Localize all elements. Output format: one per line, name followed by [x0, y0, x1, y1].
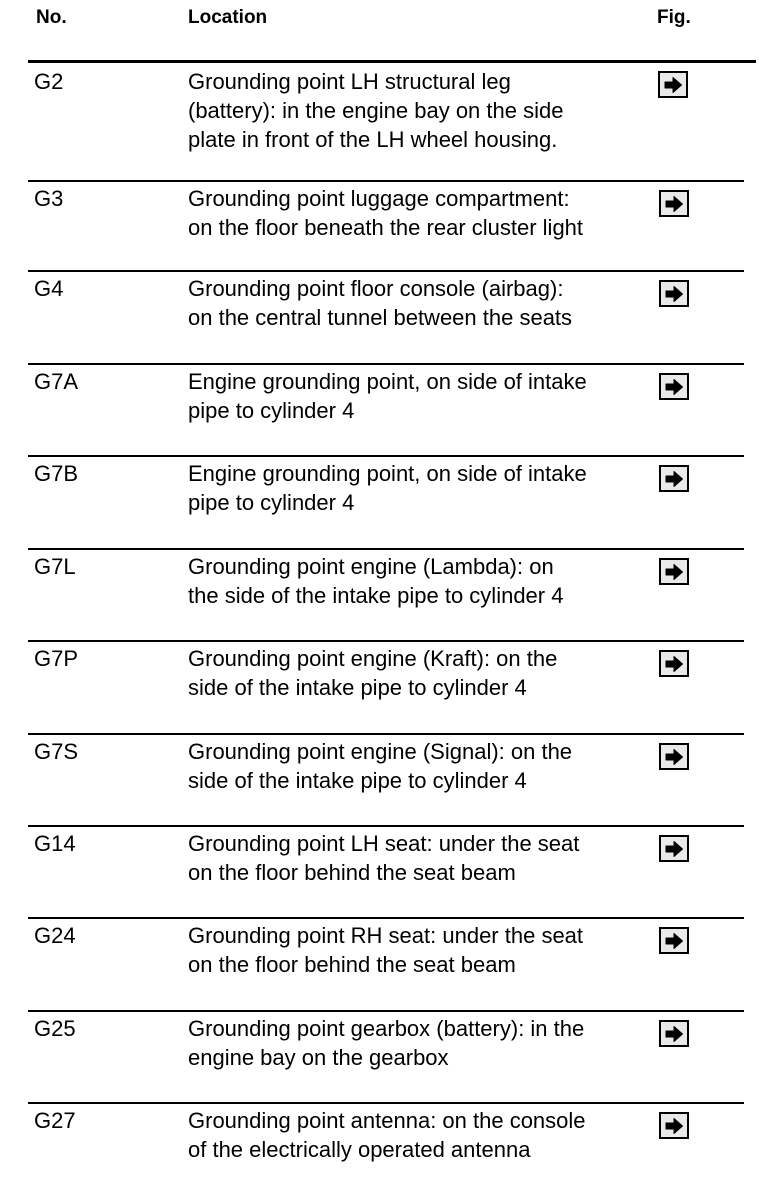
row-number: G7A: [34, 369, 79, 394]
table-row: [0, 270, 768, 360]
row-location: [188, 644, 660, 702]
location-line: Grounding point engine (Lambda): on: [188, 554, 554, 579]
location-line: side of the intake pipe to cylinder 4: [188, 768, 527, 793]
row-number: G2: [34, 69, 64, 94]
arrow-right-icon: [664, 195, 684, 213]
arrow-right-icon: [664, 840, 684, 858]
location-line: on the central tunnel between the seats: [188, 305, 573, 330]
location-line: Grounding point LH structural leg: [188, 69, 511, 94]
location-line: Grounding point floor console (airbag):: [188, 276, 564, 301]
location-line: plate in front of the LH wheel housing.: [188, 127, 558, 152]
row-location: [188, 829, 660, 887]
row-location: [188, 921, 660, 979]
arrow-right-icon: [663, 76, 683, 94]
location-line: of the electrically operated antenna: [188, 1137, 531, 1162]
figure-link-button[interactable]: [659, 373, 689, 400]
location-line: pipe to cylinder 4: [188, 398, 355, 423]
location-line: Grounding point engine (Kraft): on the: [188, 646, 558, 671]
row-number: G3: [34, 186, 64, 211]
row-divider: [28, 1010, 744, 1012]
row-location: [188, 552, 660, 610]
arrow-right-icon: [664, 932, 684, 950]
table-row: [0, 455, 768, 545]
figure-link-button[interactable]: [659, 558, 689, 585]
row-location: [188, 367, 660, 425]
row-divider: [28, 1102, 744, 1104]
figure-link-button[interactable]: [659, 1020, 689, 1047]
figure-link-button[interactable]: [659, 465, 689, 492]
location-line: (battery): in the engine bay on the side: [188, 98, 564, 123]
location-line: Grounding point antenna: on the console: [188, 1108, 586, 1133]
row-number: G7B: [34, 461, 79, 486]
figure-link-button[interactable]: [659, 1112, 689, 1139]
location-line: Grounding point engine (Signal): on the: [188, 739, 573, 764]
row-location: [188, 67, 660, 154]
figure-link-button[interactable]: [659, 743, 689, 770]
row-divider: [28, 455, 744, 457]
table-row: [0, 1010, 768, 1100]
row-location: [188, 184, 660, 242]
location-line: Grounding point gearbox (battery): in the: [188, 1016, 585, 1041]
table-row: [0, 640, 768, 730]
row-location: [188, 274, 660, 332]
row-number: G25: [34, 1016, 76, 1041]
row-number: G4: [34, 276, 64, 301]
arrow-right-icon: [664, 1025, 684, 1043]
location-line: engine bay on the gearbox: [188, 1045, 449, 1070]
figure-link-button[interactable]: [658, 71, 688, 98]
row-divider: [28, 825, 744, 827]
row-divider: [28, 180, 744, 182]
row-number: G27: [34, 1108, 76, 1133]
row-divider: [28, 640, 744, 642]
location-line: Grounding point luggage compartment:: [188, 186, 570, 211]
arrow-right-icon: [664, 748, 684, 766]
header-no: No.: [36, 7, 67, 28]
table-row: [0, 733, 768, 823]
figure-link-button[interactable]: [659, 280, 689, 307]
row-number: G7S: [34, 739, 79, 764]
arrow-right-icon: [664, 563, 684, 581]
location-line: Engine grounding point, on side of intake: [188, 461, 587, 486]
location-line: the side of the intake pipe to cylinder 4: [188, 583, 564, 608]
row-number: G7P: [34, 646, 79, 671]
location-line: on the floor behind the seat beam: [188, 952, 516, 977]
row-divider: [28, 548, 744, 550]
row-number: G24: [34, 923, 76, 948]
location-line: Grounding point RH seat: under the seat: [188, 923, 584, 948]
location-line: pipe to cylinder 4: [188, 490, 355, 515]
row-location: [188, 459, 660, 517]
table-row: [0, 1102, 768, 1192]
arrow-right-icon: [664, 378, 684, 396]
table-row: [0, 63, 768, 153]
figure-link-button[interactable]: [659, 927, 689, 954]
location-line: on the floor beneath the rear cluster light: [188, 215, 584, 240]
row-divider: [28, 363, 744, 365]
location-line: side of the intake pipe to cylinder 4: [188, 675, 527, 700]
row-location: [188, 737, 660, 795]
location-line: on the floor behind the seat beam: [188, 860, 516, 885]
figure-link-button[interactable]: [659, 835, 689, 862]
arrow-right-icon: [664, 470, 684, 488]
header-location: Location: [188, 7, 268, 28]
arrow-right-icon: [664, 1117, 684, 1135]
table-row: [0, 548, 768, 638]
table-row: [0, 363, 768, 453]
row-divider: [28, 917, 744, 919]
location-line: Engine grounding point, on side of intake: [188, 369, 587, 394]
figure-link-button[interactable]: [659, 190, 689, 217]
table-row: [0, 180, 768, 270]
figure-link-button[interactable]: [659, 650, 689, 677]
row-location: [188, 1106, 660, 1164]
header-fig: Fig.: [657, 7, 691, 28]
row-location: [188, 1014, 660, 1072]
arrow-right-icon: [664, 285, 684, 303]
table-row: [0, 917, 768, 1007]
row-number: G14: [34, 831, 76, 856]
row-divider: [28, 270, 744, 272]
row-divider: [28, 733, 744, 735]
location-line: Grounding point LH seat: under the seat: [188, 831, 580, 856]
row-number: G7L: [34, 554, 76, 579]
arrow-right-icon: [664, 655, 684, 673]
table-row: [0, 825, 768, 915]
